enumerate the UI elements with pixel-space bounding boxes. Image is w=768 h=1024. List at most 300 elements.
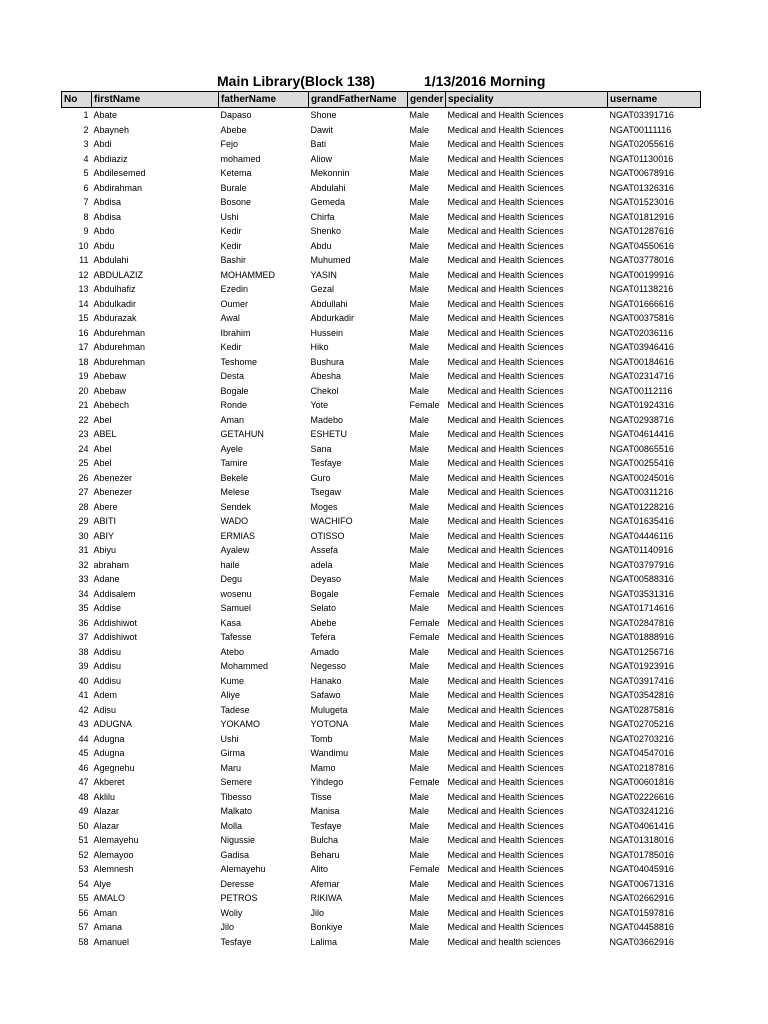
cell-no: 49	[78, 806, 89, 816]
cell-speciality: Medical and Health Sciences	[447, 588, 564, 599]
cell-fathername: Bosone	[220, 197, 252, 207]
cell-fathername: Ushi	[220, 733, 239, 744]
cell-grandfathername: Bonkiye	[310, 922, 343, 932]
cell-no: 19	[78, 371, 89, 381]
cell-username: NGAT00601816	[609, 777, 674, 787]
cell-gender: Male	[409, 168, 430, 178]
cell-speciality: Medical and Health Sciences	[447, 211, 564, 222]
table-row	[62, 181, 701, 196]
cell-speciality: Medical and Health Sciences	[447, 182, 564, 193]
cell-no: 31	[78, 545, 89, 555]
table-row	[62, 268, 701, 283]
cell-username: NGAT02226616	[609, 791, 674, 802]
cell-gender: Male	[409, 342, 430, 352]
cell-speciality: Medical and Health Sciences	[447, 472, 564, 483]
cell-speciality: Medical and Health Sciences	[447, 501, 564, 512]
cell-fathername: Teshome	[220, 356, 258, 367]
cell-fathername: Ezedin	[220, 284, 249, 294]
cell-username: NGAT01140916	[609, 545, 674, 555]
cell-gender: Male	[409, 530, 430, 541]
cell-fathername: Melese	[220, 487, 250, 497]
cell-firstname: Abdo	[93, 226, 115, 236]
cell-firstname: Adugna	[93, 748, 125, 758]
cell-username: NGAT02055616	[609, 139, 674, 149]
cell-no: 28	[78, 501, 89, 512]
cell-firstname: Abdu	[93, 240, 115, 251]
table-row	[62, 137, 701, 152]
table-row	[62, 355, 701, 370]
cell-firstname: Abebech	[93, 400, 130, 410]
cell-gender: Male	[409, 429, 430, 439]
cell-fathername: Dapaso	[220, 110, 252, 120]
cell-speciality: Medical and Health Sciences	[447, 197, 564, 207]
cell-speciality: Medical and Health Sciences	[447, 545, 564, 555]
cell-username: NGAT00311216	[609, 487, 674, 497]
cell-firstname: Addise	[93, 603, 122, 613]
cell-fathername: Fejo	[220, 139, 239, 149]
cell-speciality: Medical and Health Sciences	[447, 429, 564, 439]
cell-fathername: Kedir	[220, 342, 242, 352]
cell-firstname: ABIY	[93, 530, 115, 541]
cell-username: NGAT00671316	[609, 878, 674, 889]
cell-username: NGAT01130016	[609, 153, 674, 164]
cell-speciality: Medical and Health Sciences	[447, 110, 564, 120]
session-label: 1/13/2016 Morning	[424, 73, 546, 89]
cell-gender: Male	[409, 762, 430, 773]
table-row	[62, 413, 701, 428]
cell-username: NGAT00245016	[609, 472, 674, 483]
cell-gender: Male	[409, 240, 430, 251]
table-row	[62, 630, 701, 645]
table-row	[62, 543, 701, 558]
cell-fathername: Malkato	[220, 806, 253, 816]
table-row	[62, 862, 701, 877]
cell-no: 23	[78, 429, 89, 439]
cell-firstname: Abdurehman	[93, 342, 146, 352]
cell-no: 44	[78, 733, 89, 744]
cell-grandfathername: Bulcha	[310, 835, 339, 845]
cell-firstname: Addishiwot	[93, 632, 138, 642]
cell-username: NGAT03542816	[609, 690, 674, 700]
cell-speciality: Medical and Health Sciences	[447, 458, 564, 468]
cell-speciality: Medical and Health Sciences	[447, 835, 564, 845]
cell-grandfathername: Wandimu	[310, 748, 349, 758]
cell-speciality: Medical and Health Sciences	[447, 487, 564, 497]
cell-grandfathername: Abesha	[310, 371, 342, 381]
col-header-fathername: fatherName	[219, 92, 309, 108]
cell-speciality: Medical and Health Sciences	[447, 371, 564, 381]
cell-no: 22	[78, 414, 89, 425]
cell-no: 5	[83, 168, 89, 178]
cell-gender: Male	[409, 139, 430, 149]
cell-gender: Female	[409, 777, 440, 787]
cell-username: NGAT02314716	[609, 371, 674, 381]
cell-grandfathername: Abebe	[310, 617, 337, 628]
cell-username: NGAT04446116	[609, 530, 674, 541]
page-title: Main Library(Block 138)	[217, 73, 375, 89]
cell-gender: Male	[409, 414, 430, 425]
cell-grandfathername: Gemeda	[310, 197, 346, 207]
table-row	[62, 166, 701, 181]
cell-speciality: Medical and Health Sciences	[447, 719, 564, 729]
cell-fathername: WADO	[220, 516, 249, 526]
cell-firstname: Abdurehman	[93, 327, 146, 338]
cell-no: 57	[78, 922, 89, 932]
cell-speciality: Medical and Health Sciences	[447, 559, 564, 570]
cell-no: 14	[78, 298, 89, 309]
cell-speciality: Medical and Health Sciences	[447, 922, 564, 932]
cell-speciality: Medical and Health Sciences	[447, 400, 564, 410]
cell-gender: Male	[409, 835, 430, 845]
cell-fathername: Girma	[220, 748, 245, 758]
cell-speciality: Medical and health sciences	[447, 936, 561, 947]
cell-fathername: Tafesse	[220, 632, 252, 642]
cell-no: 6	[83, 182, 89, 193]
cell-no: 18	[78, 356, 89, 367]
cell-fathername: PETROS	[220, 893, 258, 903]
cell-gender: Male	[409, 516, 430, 526]
cell-speciality: Medical and Health Sciences	[447, 632, 564, 642]
cell-username: NGAT01256716	[609, 646, 674, 657]
cell-firstname: Akberet	[93, 777, 125, 787]
cell-firstname: Alye	[93, 878, 112, 889]
cell-fathername: Tamire	[220, 458, 248, 468]
cell-no: 36	[78, 617, 89, 628]
cell-gender: Male	[409, 849, 430, 860]
cell-grandfathername: OTISSO	[310, 530, 345, 541]
cell-grandfathername: Chekol	[310, 385, 339, 396]
cell-username: NGAT04061416	[609, 820, 674, 831]
cell-speciality: Medical and Health Sciences	[447, 124, 564, 135]
cell-firstname: Alemnesh	[93, 864, 134, 874]
cell-fathername: Atebo	[220, 646, 245, 657]
cell-gender: Male	[409, 443, 430, 454]
col-header-grandfathername: grandFatherName	[309, 92, 408, 108]
cell-gender: Male	[409, 153, 430, 164]
cell-username: NGAT03946416	[609, 342, 674, 352]
cell-speciality: Medical and Health Sciences	[447, 255, 564, 265]
cell-firstname: Addisu	[93, 661, 122, 671]
page-header	[0, 73, 768, 91]
cell-no: 51	[78, 835, 89, 845]
cell-no: 53	[78, 864, 89, 874]
cell-no: 29	[78, 516, 89, 526]
cell-no: 25	[78, 458, 89, 468]
cell-grandfathername: Shone	[310, 110, 337, 120]
cell-username: NGAT01888916	[609, 632, 674, 642]
cell-fathername: haile	[220, 559, 240, 570]
table-row	[62, 906, 701, 921]
cell-fathername: Semere	[220, 777, 253, 787]
cell-fathername: GETAHUN	[220, 429, 264, 439]
cell-fathername: Aman	[220, 414, 245, 425]
cell-grandfathername: Tesfaye	[310, 458, 342, 468]
cell-username: NGAT01318016	[609, 835, 674, 845]
table-row	[62, 500, 701, 515]
cell-fathername: Kume	[220, 675, 245, 686]
cell-gender: Male	[409, 675, 430, 686]
cell-grandfathername: Mamo	[310, 762, 336, 773]
cell-no: 45	[78, 748, 89, 758]
cell-grandfathername: Safawo	[310, 690, 341, 700]
table-row	[62, 123, 701, 138]
table-row	[62, 297, 701, 312]
cell-speciality: Medical and Health Sciences	[447, 690, 564, 700]
cell-grandfathername: Tomb	[310, 733, 333, 744]
cell-grandfathername: Dawit	[310, 124, 334, 135]
table-row	[62, 790, 701, 805]
cell-firstname: ABDULAZIZ	[93, 269, 144, 280]
cell-speciality: Medical and Health Sciences	[447, 139, 564, 149]
cell-no: 27	[78, 487, 89, 497]
cell-username: NGAT03662916	[609, 936, 674, 947]
cell-fathername: Kasa	[220, 617, 242, 628]
cell-fathername: Bogale	[220, 385, 249, 396]
cell-fathername: Kedir	[220, 240, 242, 251]
cell-fathername: Desta	[220, 371, 245, 381]
cell-username: NGAT02703216	[609, 733, 674, 744]
cell-speciality: Medical and Health Sciences	[447, 748, 564, 758]
cell-username: NGAT02875816	[609, 704, 674, 715]
cell-no: 43	[78, 719, 89, 729]
cell-firstname: Abdulahi	[93, 255, 129, 265]
cell-firstname: Abayneh	[93, 124, 130, 135]
cell-gender: Male	[409, 646, 430, 657]
cell-username: NGAT01138216	[609, 284, 674, 294]
cell-username: NGAT01812916	[609, 211, 674, 222]
col-header-no: No	[62, 92, 92, 108]
cell-username: NGAT02662916	[609, 893, 674, 903]
cell-fathername: MOHAMMED	[220, 269, 275, 280]
table-row	[62, 369, 701, 384]
cell-speciality: Medical and Health Sciences	[447, 762, 564, 773]
cell-fathername: Degu	[220, 574, 243, 584]
cell-no: 48	[78, 791, 89, 802]
col-header-username: username	[608, 92, 701, 108]
cell-grandfathername: Hiko	[310, 342, 329, 352]
cell-firstname: Aman	[93, 907, 118, 918]
cell-gender: Male	[409, 820, 430, 831]
cell-grandfathername: Tsegaw	[310, 487, 342, 497]
cell-no: 10	[78, 240, 89, 251]
cell-fathername: Ushi	[220, 211, 239, 222]
cell-username: NGAT01666616	[609, 298, 674, 309]
cell-no: 4	[83, 153, 89, 164]
cell-gender: Male	[409, 922, 430, 932]
cell-username: NGAT03778016	[609, 255, 674, 265]
cell-speciality: Medical and Health Sciences	[447, 356, 564, 367]
cell-gender: Female	[409, 400, 440, 410]
table-row	[62, 688, 701, 703]
cell-no: 24	[78, 443, 89, 454]
table-row	[62, 427, 701, 442]
cell-firstname: Addisalem	[93, 588, 136, 599]
cell-fathername: Kedir	[220, 226, 242, 236]
cell-gender: Male	[409, 704, 430, 715]
cell-grandfathername: Gezal	[310, 284, 335, 294]
cell-username: NGAT03391716	[609, 110, 674, 120]
cell-speciality: Medical and Health Sciences	[447, 153, 564, 164]
cell-grandfathername: Muhumed	[310, 255, 351, 265]
cell-firstname: Abere	[93, 501, 118, 512]
cell-speciality: Medical and Health Sciences	[447, 385, 564, 396]
cell-no: 32	[78, 559, 89, 570]
cell-speciality: Medical and Health Sciences	[447, 530, 564, 541]
cell-no: 21	[78, 400, 89, 410]
table-row	[62, 442, 701, 457]
cell-username: NGAT03241216	[609, 806, 674, 816]
col-header-gender: gender	[408, 92, 446, 108]
cell-no: 54	[78, 878, 89, 889]
cell-no: 46	[78, 762, 89, 773]
cell-fathername: Jilo	[220, 922, 235, 932]
cell-firstname: Abenezer	[93, 487, 133, 497]
cell-fathername: Nigussie	[220, 835, 256, 845]
cell-firstname: Addisu	[93, 646, 122, 657]
cell-fathername: Gadisa	[220, 849, 250, 860]
cell-gender: Female	[409, 632, 440, 642]
cell-username: NGAT00678916	[609, 168, 674, 178]
cell-firstname: Adugna	[93, 733, 125, 744]
cell-fathername: Bashir	[220, 255, 247, 265]
col-header-speciality: speciality	[446, 92, 608, 108]
cell-no: 2	[83, 124, 89, 135]
cell-no: 17	[78, 342, 89, 352]
cell-gender: Male	[409, 893, 430, 903]
cell-gender: Male	[409, 124, 430, 135]
cell-speciality: Medical and Health Sciences	[447, 733, 564, 744]
cell-username: NGAT04614416	[609, 429, 674, 439]
table-row	[62, 659, 701, 674]
cell-speciality: Medical and Health Sciences	[447, 240, 564, 251]
cell-username: NGAT03797916	[609, 559, 674, 570]
cell-no: 55	[78, 893, 89, 903]
table-row	[62, 703, 701, 718]
col-header-firstname: firstName	[92, 92, 219, 108]
cell-firstname: Addishiwot	[93, 617, 138, 628]
cell-fathername: Ayele	[220, 443, 243, 454]
table-header-row	[62, 92, 701, 108]
cell-fathername: Mohammed	[220, 661, 269, 671]
cell-firstname: Alazar	[93, 806, 120, 816]
cell-no: 47	[78, 777, 89, 787]
cell-gender: Male	[409, 791, 430, 802]
cell-no: 35	[78, 603, 89, 613]
table-row	[62, 282, 701, 297]
cell-username: NGAT00111116	[609, 124, 672, 135]
cell-fathername: Alemayehu	[220, 864, 266, 874]
cell-grandfathername: Madebo	[310, 414, 344, 425]
cell-gender: Male	[409, 182, 430, 193]
cell-gender: Male	[409, 327, 430, 338]
cell-speciality: Medical and Health Sciences	[447, 269, 564, 280]
cell-firstname: ABEL	[93, 429, 117, 439]
cell-speciality: Medical and Health Sciences	[447, 878, 564, 889]
cell-grandfathername: Abdu	[310, 240, 332, 251]
cell-gender: Male	[409, 748, 430, 758]
cell-speciality: Medical and Health Sciences	[447, 516, 564, 526]
student-table	[61, 91, 701, 949]
cell-username: NGAT03531316	[609, 588, 674, 599]
cell-grandfathername: Mekonnin	[310, 168, 350, 178]
table-row	[62, 920, 701, 935]
cell-grandfathername: Abdurkadir	[310, 313, 355, 323]
cell-gender: Male	[409, 501, 430, 512]
table-row	[62, 848, 701, 863]
cell-gender: Male	[409, 733, 430, 744]
cell-no: 8	[83, 211, 89, 222]
cell-gender: Male	[409, 313, 430, 323]
table-row	[62, 224, 701, 239]
cell-no: 50	[78, 820, 89, 831]
cell-gender: Male	[409, 110, 430, 120]
table-row	[62, 471, 701, 486]
cell-grandfathername: Hanako	[310, 675, 342, 686]
cell-fathername: mohamed	[220, 153, 261, 164]
cell-gender: Male	[409, 719, 430, 729]
cell-gender: Male	[409, 356, 430, 367]
table-row	[62, 616, 701, 631]
cell-no: 15	[78, 313, 89, 323]
cell-speciality: Medical and Health Sciences	[447, 675, 564, 686]
table-row	[62, 775, 701, 790]
cell-firstname: Addisu	[93, 675, 122, 686]
cell-firstname: Abdiaziz	[93, 153, 128, 164]
cell-firstname: Abdisa	[93, 197, 122, 207]
cell-speciality: Medical and Health Sciences	[447, 327, 564, 338]
cell-firstname: Abdisa	[93, 211, 122, 222]
cell-fathername: Ibrahim	[220, 327, 251, 338]
cell-grandfathername: Abdullahi	[310, 298, 348, 309]
cell-speciality: Medical and Health Sciences	[447, 704, 564, 715]
cell-username: NGAT04045916	[609, 864, 674, 874]
cell-username: NGAT04547016	[609, 748, 674, 758]
table-row	[62, 877, 701, 892]
cell-firstname: ADUGNA	[93, 719, 133, 729]
cell-gender: Male	[409, 298, 430, 309]
cell-grandfathername: WACHIFO	[310, 516, 353, 526]
table-row	[62, 645, 701, 660]
cell-speciality: Medical and Health Sciences	[447, 342, 564, 352]
cell-gender: Male	[409, 197, 430, 207]
cell-username: NGAT01635416	[609, 516, 674, 526]
cell-speciality: Medical and Health Sciences	[447, 617, 564, 628]
cell-no: 13	[78, 284, 89, 294]
cell-no: 41	[78, 690, 89, 700]
cell-firstname: Abdurazak	[93, 313, 137, 323]
cell-grandfathername: Tisse	[310, 791, 332, 802]
cell-username: NGAT01714616	[609, 603, 674, 613]
cell-firstname: Alazar	[93, 820, 120, 831]
cell-speciality: Medical and Health Sciences	[447, 284, 564, 294]
cell-grandfathername: Bogale	[310, 588, 339, 599]
cell-firstname: Alemayoo	[93, 849, 134, 860]
cell-grandfathername: Chirfa	[310, 211, 335, 222]
cell-firstname: Alemayehu	[93, 835, 139, 845]
table-row	[62, 311, 701, 326]
cell-username: NGAT01228216	[609, 501, 674, 512]
cell-no: 58	[78, 936, 89, 947]
table-row	[62, 804, 701, 819]
cell-no: 16	[78, 327, 89, 338]
cell-gender: Male	[409, 211, 430, 222]
cell-gender: Male	[409, 907, 430, 918]
cell-grandfathername: Mulugeta	[310, 704, 348, 715]
cell-gender: Male	[409, 690, 430, 700]
cell-firstname: Abel	[93, 458, 112, 468]
cell-gender: Male	[409, 559, 430, 570]
cell-grandfathername: Manisa	[310, 806, 340, 816]
